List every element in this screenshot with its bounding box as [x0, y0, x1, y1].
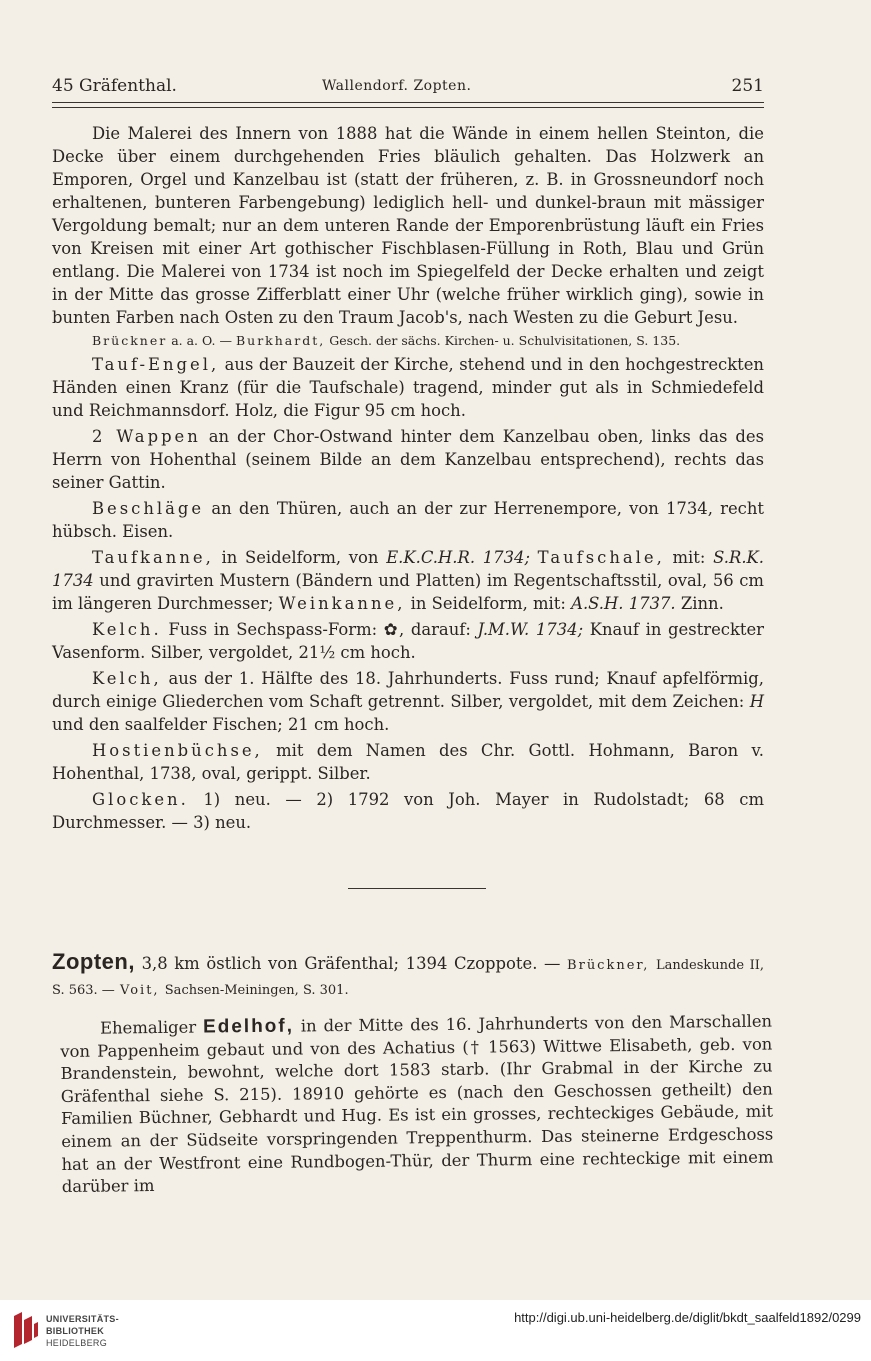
paragraph: Tauf-Engel, aus der Bauzeit der Kirche, stehend und in den hochgestreckten Händen einen Kranz (für die Taufschale) tragend, minder gut als in Schmiedefeld und Reichmannsdorf. Holz, die Figur 95 cm hoch.: [52, 355, 764, 420]
header-left: 45 Gräfenthal.: [52, 76, 177, 96]
zopten-section: [52, 950, 764, 1002]
reference-line: Brückner a. a. O. — Burkhardt, Gesch. der sächs. Kirchen- u. Schulvisitationen, S. 135.: [92, 333, 681, 348]
logo-text-line1: UNIVERSITÄTS-: [46, 1314, 119, 1324]
paragraph: Taufkanne, in Seidelform, von E.K.C.H.R. 1734; Taufschale, mit: S.R.K. 1734 und gravirten Mustern (Bändern und Platten) im Regentschaftsstil, oval, 56 cm im längeren Durchmesser; Weinkanne, in Seidelform, mit: A.S.H. 1737. Zinn.: [52, 548, 764, 613]
permalink-url[interactable]: http://digi.ub.uni-heidelberg.de/diglit/bkdt_saalfeld1892/0299: [514, 1310, 861, 1325]
page-number: 251: [731, 76, 764, 96]
paragraph: Hostienbüchse, mit dem Namen des Chr. Gottl. Hohmann, Baron v. Hohenthal, 1738, oval, gerippt. Silber.: [52, 741, 764, 783]
footer-bar: [0, 1300, 871, 1361]
header-center: Wallendorf. Zopten.: [322, 78, 472, 94]
zopten-heading: Zopten, 3,8 km östlich von Gräfenthal; 1394 Czoppote. — Brückner, Landeskunde II, S. 563. — Voit, Sachsen-Meiningen, S. 301.: [52, 949, 764, 998]
running-header: [52, 76, 764, 100]
library-logo-icon: [10, 1310, 40, 1350]
logo-text-line3: HEIDELBERG: [46, 1338, 108, 1348]
logo-text-line2: BIBLIOTHEK: [46, 1326, 104, 1336]
paragraph: Kelch, aus der 1. Hälfte des 18. Jahrhunderts. Fuss rund; Knauf apfelförmig, durch einige Gliederchen vom Schaft getrennt. Silber, vergoldet, mit dem Zeichen: H und den saalfelder Fischen; 21 cm hoch.: [52, 669, 764, 734]
library-logo[interactable]: [10, 1308, 130, 1354]
header-rule: [52, 102, 764, 108]
paragraph: Die Malerei des Innern von 1888 hat die Wände in einem hellen Steinton, die Decke über einem durchgehenden Fries bläulich gehalten. Das Holzwerk an Emporen, Orgel und Kanzelbau ist (statt der früheren, z. B. in Grossneundorf noch erhaltenen, bunteren Farbengebung) lediglich hell- und dunkel-braun mit mässiger Vergoldung bemalt; nur an dem unteren Rande der Emporenbrüstung läuft ein Fries von Kreisen mit einer Art gothischer Fischblasen-Füllung in Roth, Blau und Grün entlang. Die Malerei von 1734 ist noch im Spiegelfeld der Decke erhalten und zeigt in der Mitte das grosse Zifferblatt einer Uhr (welche früher wirklich ging), sowie in bunten Farben nach Osten zu den Traum Jacob's, nach Westen zu die Geburt Jesu.: [52, 124, 764, 327]
paragraph: 2 Wappen an der Chor-Ostwand hinter dem Kanzelbau oben, links das des Herrn von Hohenthal (seinem Bilde an dem Kanzelbau entsprechend), rechts das seiner Gattin.: [52, 427, 764, 492]
paragraph: Beschläge an den Thüren, auch an der zur Herrenempore, von 1734, recht hübsch. Eisen.: [52, 499, 764, 541]
body-text: [52, 122, 764, 834]
paragraph: Kelch. Fuss in Sechspass-Form: ✿, darauf: J.M.W. 1734; Knauf in gestreckter Vasenform. Silber, vergoldet, 21½ cm hoch.: [52, 620, 765, 662]
paragraph: Ehemaliger Edelhof, in der Mitte des 16. Jahrhunderts von den Marschallen von Pappenheim gebaut und von des Achatius († 1563) Wittwe Elisabeth, geb. von Brandenstein, bewohnt, welche dort 1583 starb. (Ihr Grabmal in der Kirche zu Gräfenthal siehe S. 215). 18910 gehörte es (nach den Geschossen getheilt) den Familien Büchner, Gebhardt und Hug. Es ist ein grosses, rechteckiges Gebäude, mit einem an der Südseite vorspringenden Treppenthurm. Das steinerne Erdgeschoss hat an der Westfront eine Rundbogen-Thür, der Thurm eine rechteckige mit einem darüber im: [60, 1011, 774, 1197]
section-divider: [348, 888, 486, 889]
edelhof-section: [60, 1011, 774, 1199]
paragraph: Glocken. 1) neu. — 2) 1792 von Joh. Mayer in Rudolstadt; 68 cm Durchmesser. — 3) neu.: [52, 790, 764, 832]
